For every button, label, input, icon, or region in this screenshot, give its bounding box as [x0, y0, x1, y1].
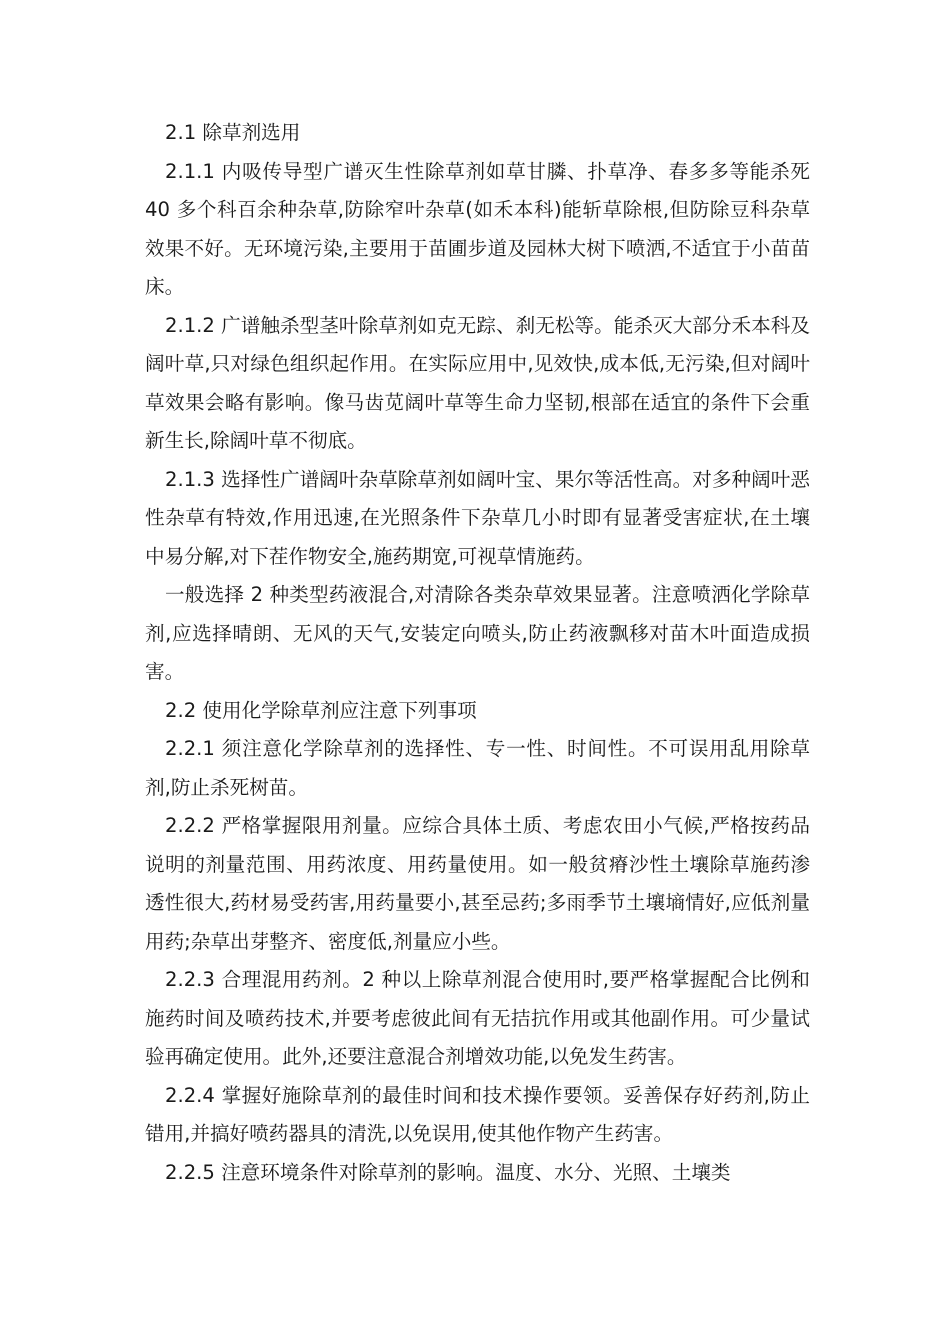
paragraph-2-2-5: 2.2.5 注意环境条件对除草剂的影响。温度、水分、光照、土壤类 [165, 1160, 731, 1184]
paragraph-2-2-3: 2.2.3 合理混用药剂。2 种以上除草剂混合使用时,要严格掌握配合比例和施药时间及喷药技术,并要考虑彼此间有无拮抗作用或其他副作用。可少量试验再确定使用。此外,还要注意混合剂增效功能,以免发生药害。 [145, 968, 810, 1068]
section-heading-2-2: 2.2 使用化学除草剂应注意下列事项 [165, 698, 477, 722]
paragraph-2-1-3: 2.1.3 选择性广谱阔叶杂草除草剂如阔叶宝、果尔等活性高。对多种阔叶恶性杂草有特效,作用迅速,在光照条件下杂草几小时即有显著受害症状,在土壤中易分解,对下茬作物安全,施药期宽,可视草情施药。 [145, 467, 810, 568]
paragraph-2-2-4: 2.2.4 掌握好施除草剂的最佳时间和技术操作要领。妥善保存好药剂,防止错用,并搞好喷药器具的清洗,以免误用,使其他作物产生药害。 [145, 1083, 810, 1145]
paragraph-2-1-2: 2.1.2 广谱触杀型茎叶除草剂如克无踪、刹无松等。能杀灭大部分禾本科及阔叶草,只对绿色组织起作用。在实际应用中,见效快,成本低,无污染,但对阔叶草效果会略有影响。像马齿苋阔叶草等生命力坚韧,根部在适宜的条件下会重新生长,除阔叶草不彻底。 [145, 313, 810, 452]
paragraph-2-2-1: 2.2.1 须注意化学除草剂的选择性、专一性、时间性。不可误用乱用除草剂,防止杀死树苗。 [145, 737, 810, 799]
paragraph-2-2-2: 2.2.2 严格掌握限用剂量。应综合具体土质、考虑农田小气候,严格按药品说明的剂量范围、用药浓度、用药量使用。如一般贫瘠沙性土壤除草施药渗透性很大,药材易受药害,用药量要小,甚至忌药;多雨季节土壤墒情好,应低剂量用药;杂草出芽整齐、密度低,剂量应小些。 [145, 814, 810, 953]
paragraph-mixing-note: 一般选择 2 种类型药液混合,对清除各类杂草效果显著。注意喷洒化学除草剂,应选择晴朗、无风的天气,安装定向喷头,防止药液飘移对苗木叶面造成损害。 [145, 583, 810, 683]
section-heading-2-1: 2.1 除草剂选用 [165, 121, 301, 144]
paragraph-2-1-1: 2.1.1 内吸传导型广谱灭生性除草剂如草甘膦、扑草净、春多多等能杀死 40 多个科百余种杂草,防除窄叶杂草(如禾本科)能斩草除根,但防除豆科杂草效果不好。无环境污染,主要用于苗圃步道及园林大树下喷洒,不适宜于小苗苗床。 [145, 159, 810, 298]
document-body [145, 114, 810, 1192]
